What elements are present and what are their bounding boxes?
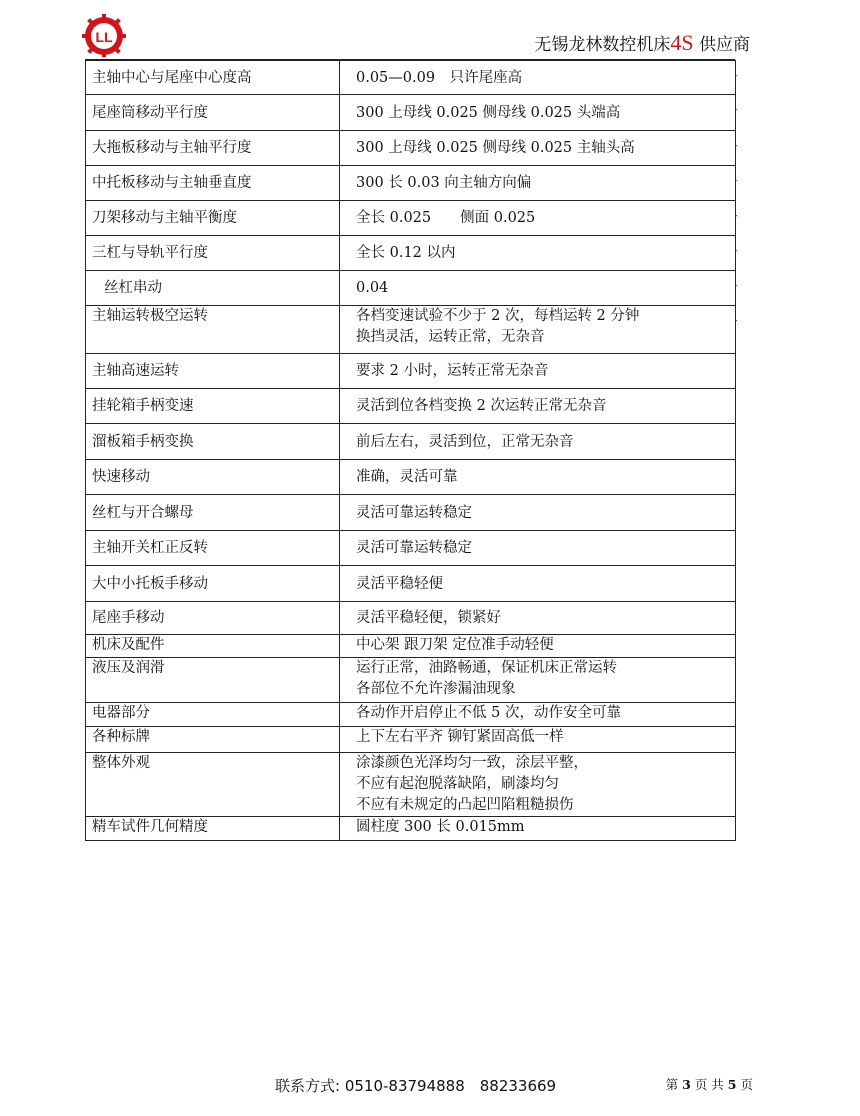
spec-row [86,389,736,424]
spec-item: 尾座手移动 [86,602,340,635]
spec-item: 主轴高速运转 [86,354,340,389]
spec-item: 丝杠串动 [86,271,340,306]
spec-row [86,166,736,201]
spec-row [86,201,736,236]
requirement-line: 300 长 0.03 向主轴方向偏 [356,175,532,191]
spec-item: 大中小托板手移动 [86,566,340,602]
spec-row [86,495,736,531]
contact-info: 联系方式: 0510-83794888 88233669 [275,1077,557,1095]
company-logo [82,10,134,58]
spec-item: 主轴运转极空运转 [86,306,340,354]
spec-row [86,424,736,460]
spec-requirement [340,703,736,727]
spec-item: 各种标牌 [86,727,340,753]
inspection-spec-table [85,60,739,841]
spec-item: 机床及配件 [86,635,340,658]
spec-item: 丝杠与开合螺母 [86,495,340,531]
page-prefix: 第 [665,1077,679,1092]
spec-requirement [340,354,736,389]
margin-mark: ˏ [735,311,739,322]
spec-row [86,531,736,566]
requirement-line: 300 上母线 0.025 侧母线 0.025 主轴头高 [356,140,635,156]
spec-item: 中托板移动与主轴垂直度 [86,166,340,201]
spec-requirement [340,658,736,703]
spec-requirement [340,566,736,602]
spec-requirement [340,61,739,95]
spec-requirement [340,495,736,531]
margin-mark: ˏ [735,171,739,182]
spec-item: 电器部分 [86,703,340,727]
requirement-line: 0.04 [356,280,389,296]
spec-row [86,753,736,817]
requirement-line: 各档变速试验不少于 2 次，每档运转 2 分钟 [356,308,640,324]
requirement-line: 全长 0.025 侧面 0.025 [356,210,536,226]
page-total: 5 [727,1077,737,1092]
margin-mark: ˏ [735,206,739,217]
page-suffix: 页 [740,1077,753,1092]
spec-item: 大拖板移动与主轴平行度 [86,131,340,166]
spec-item: 快速移动 [86,460,340,495]
spec-row [86,354,736,389]
requirement-line: 0.05—0.09 只许尾座高 [356,69,523,86]
spec-row [86,236,736,271]
spec-requirement [340,95,739,131]
requirement-line: 前后左右，灵活到位，正常无杂音 [356,433,574,450]
requirement-line: 各动作开启停止不低 5 次，动作安全可靠 [356,705,621,721]
page-middle: 页 共 [694,1077,724,1092]
spec-item: 挂轮箱手柄变速 [86,389,340,424]
spec-requirement [340,131,739,166]
spec-row [86,460,736,495]
requirement-line: 要求 2 小时，运转正常无杂音 [356,363,549,379]
spec-item: 刀架移动与主轴平衡度 [86,201,340,236]
page-number [666,1075,753,1093]
spec-item: 精车试件几何精度 [86,817,340,841]
spec-row [86,658,736,703]
spec-requirement [340,531,736,566]
spec-requirement [340,306,739,354]
requirement-line: 中心架 跟刀架 定位准手动轻便 [356,637,554,653]
spec-row [86,602,736,635]
requirement-line: 灵活可靠运转稳定 [356,540,472,556]
spec-requirement [340,727,736,753]
spec-row [86,95,736,131]
requirement-line: 灵活平稳轻便，锁紧好 [356,610,501,626]
spec-item: 液压及润滑 [86,658,340,703]
spec-requirement [340,460,736,495]
spec-requirement [340,602,736,635]
requirement-line: 灵活到位各档变换 2 次运转正常无杂音 [356,398,607,414]
company-prefix: 无锡龙林数控机床 [534,35,671,55]
spec-row [86,727,736,753]
spec-item: 溜板箱手柄变换 [86,424,340,460]
spec-row [86,131,736,166]
logo-letters: LL [95,29,113,45]
spec-requirement [340,236,739,271]
spec-requirement [340,271,739,306]
spec-row [86,703,736,727]
spec-row [86,817,736,841]
spec-requirement [340,166,739,201]
company-suffix: 供应商 [699,35,750,55]
spec-row [86,271,736,306]
spec-requirement [340,635,736,658]
requirement-line: 各部位不允许渗漏油现象 [356,681,516,697]
requirement-line: 涂漆颜色光泽均匀一致，涂层平整， [356,755,588,771]
requirement-line: 准确，灵活可靠 [356,469,458,485]
spec-item: 整体外观 [86,753,340,817]
spec-row [86,566,736,602]
page-current: 3 [682,1077,691,1092]
spec-item: 主轴开关杠正反转 [86,531,340,566]
spec-row [86,61,736,95]
margin-mark: ˏ [735,276,739,287]
margin-mark: ˏ [735,100,739,111]
requirement-line: 灵活平稳轻便 [356,575,443,592]
spec-requirement [340,201,739,236]
margin-mark: ˏ [735,241,739,252]
requirement-line: 运行正常，油路畅通，保证机床正常运转 [356,660,617,676]
spec-row [86,306,736,354]
company-accent: 4S [670,30,694,55]
requirement-line: 换挡灵活，运转正常，无杂音 [356,329,545,345]
requirement-line: 全长 0.12 以内 [356,245,456,261]
spec-requirement [340,389,736,424]
spec-row [86,635,736,658]
spec-requirement [340,817,736,841]
requirement-line: 不应有未规定的凸起凹陷粗糙损伤 [356,797,574,813]
requirement-line: 上下左右平齐 铆钉紧固高低一样 [356,729,564,745]
requirement-line: 灵活可靠运转稳定 [356,504,472,521]
spec-item: 尾座筒移动平行度 [86,95,340,131]
requirement-line: 300 上母线 0.025 侧母线 0.025 头端高 [356,104,621,121]
company-header [534,30,750,56]
spec-item: 三杠与导轨平行度 [86,236,340,271]
requirement-line: 圆柱度 300 长 0.015mm [356,819,525,835]
spec-item: 主轴中心与尾座中心度高 [86,61,340,95]
requirement-line: 不应有起泡脱落缺陷，刷漆均匀 [356,776,559,792]
margin-mark: ˏ [735,66,739,77]
spec-requirement [340,424,736,460]
spec-requirement [340,753,736,817]
margin-mark: ˏ [735,136,739,147]
spec-table-body [86,61,739,841]
